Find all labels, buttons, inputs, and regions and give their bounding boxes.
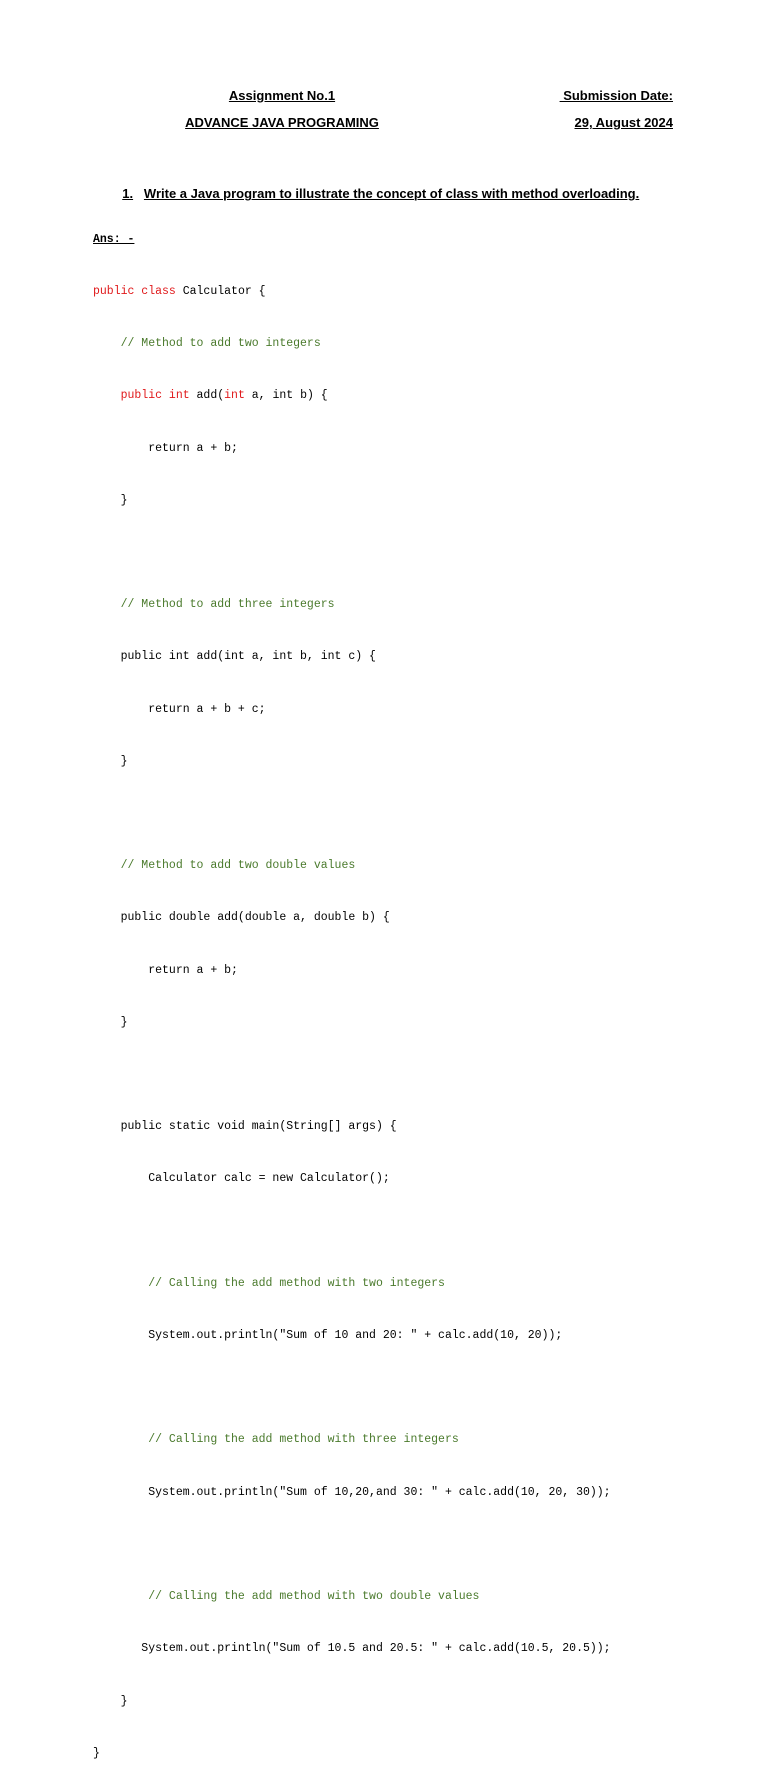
code-comment: // Method to add two double values xyxy=(93,859,356,873)
code-line xyxy=(93,544,611,561)
code-block xyxy=(93,196,611,1780)
code-line xyxy=(93,1536,611,1553)
question-text: Write a Java program to illustrate the concept of class with method overloading. xyxy=(143,186,640,201)
code-line xyxy=(93,1223,611,1240)
code-line: public static void main(String[] args) { xyxy=(93,1120,397,1134)
code-line: public double add(double a, double b) { xyxy=(93,911,390,925)
answer-label: Ans: - xyxy=(93,232,135,246)
code-line: System.out.println("Sum of 10 and 20: " + calc.add(10, 20)); xyxy=(93,1329,563,1343)
code-line xyxy=(93,1066,611,1083)
code-line xyxy=(93,805,611,822)
code-line: } xyxy=(93,1746,100,1760)
code-line: } xyxy=(93,493,128,507)
code-comment: // Calling the add method with three integers xyxy=(93,1433,459,1447)
question-number: 1. xyxy=(122,186,134,201)
submission-date: 29, August 2024 xyxy=(574,115,673,130)
code-comment: // Calling the add method with two integers xyxy=(93,1276,445,1290)
code-line xyxy=(93,1379,611,1396)
subject-title: ADVANCE JAVA PROGRAMING xyxy=(185,115,379,130)
assignment-title: Assignment No.1 xyxy=(228,88,336,103)
submission-date-label: Submission Date: xyxy=(559,88,673,103)
code-line: public int add(int a, int b, int c) { xyxy=(93,650,376,664)
code-line: return a + b + c; xyxy=(93,702,266,716)
code-comment: // Calling the add method with two double values xyxy=(93,1590,480,1604)
code-line: Calculator calc = new Calculator(); xyxy=(93,1172,390,1186)
code-comment: // Method to add three integers xyxy=(93,598,335,612)
code-line: return a + b; xyxy=(93,441,238,455)
code-comment: // Method to add two integers xyxy=(93,337,321,351)
code-line: } xyxy=(93,1694,128,1708)
code-line: } xyxy=(93,1015,128,1029)
code-line: return a + b; xyxy=(93,963,238,977)
code-line: public class Calculator { xyxy=(93,285,266,299)
code-line: } xyxy=(93,754,128,768)
code-line: System.out.println("Sum of 10.5 and 20.5: " + calc.add(10.5, 20.5)); xyxy=(93,1642,611,1656)
code-line: public int add(int a, int b) { xyxy=(120,389,328,403)
code-line: System.out.println("Sum of 10,20,and 30: " + calc.add(10, 20, 30)); xyxy=(93,1485,611,1499)
